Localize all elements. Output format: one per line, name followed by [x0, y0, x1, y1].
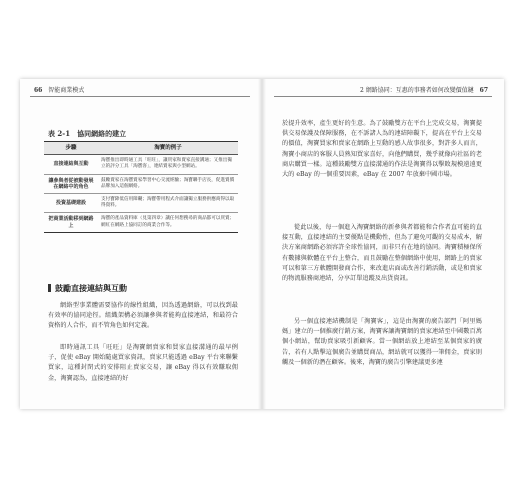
table-cell-example: 支付寶降低信用障礙；淘寶帶用程式介面讓獨立服務供應商得以取得資料。: [98, 194, 238, 213]
running-head-title: 2 網路協同：互惠的事務者如何改變價值鏈: [359, 87, 474, 94]
right-page: [264, 79, 504, 409]
body-paragraph: 另一個直接連結機制是「淘寶客」，這是由淘寶的廣告部門「阿里媽媽」建立的一個推廣行銷方案，淘寶客讓淘寶網的賣家連結至中國數百萬個小網站，幫助賣家吸引新顧客。當一個網站放上連結至某個賣家的廣告，若有人點擊這個廣告並購買商品，網站就可以獲得一筆佣金，賣家則觸及一個新的潛在顧客。後來，淘寶的廣告引擎建議更多連: [282, 318, 482, 366]
table-cell-step: 讓參與者從被動發展在網絡中的角色: [44, 174, 98, 193]
network-table: [44, 141, 238, 233]
table-cell-step: 直接連結與互動: [44, 155, 98, 174]
section-heading-text: 鼓勵直接連結與互動: [55, 283, 127, 293]
page-number: 66: [34, 87, 43, 94]
running-head-title: 智能商業模式: [48, 87, 85, 94]
table-cell-example: 鼓勵賣家在淘寶賣家學習中心交流經驗；淘寶聯手店長，促進賣價品牌加入這個網絡。: [98, 174, 238, 193]
book-spread: [20, 79, 504, 409]
table-row: [44, 155, 238, 174]
left-page: [20, 79, 260, 409]
body-paragraph: 於提升效率，產生更好的生意。為了鼓勵雙方在平台上完成交易，淘寶提供交易保護及保障服務，在不訴諸人為的連結障礙下，提高在平台上交易的價值，淘寶買家和賣家在網路上互動的感人故事很多，對許多人而言，淘寶小商店的客服人員熟知買家喜好，向他們購買，幾乎就像向社區的老商店購買一樣。這種鼓勵雙方直接溝通的作法是淘寶得以擊敗規模遠遠更大的 eBay 的一個重要因素，eBay 在 2007 年放棄中國市場。: [282, 120, 482, 179]
body-paragraph: 從此以後，每一個進入淘寶網絡的新參與者都能和合作者直可能的直接互動，直接連結的主要優點是機動性，但為了避免可觀的交易成本，解決方案商網路必須容許全球性協同，而非只有在地的協同。淘寶積極保所有數據與軟體在平台上整合，而且鼓勵在整個網絡中使用，網路上的賣家可以和第三方軟體開發商合作，來改進店面或改善行銷活動，或是和賣家的物流服務商連結，分享訂單追蹤及出貨資訊。: [282, 224, 482, 283]
section-heading: [48, 283, 127, 294]
table-cell-step: 投資基礎建設: [44, 194, 98, 213]
table-header-example: 淘寶的例子: [98, 142, 238, 155]
table-row: [44, 194, 238, 213]
table-cell-example: 淘寶推出即時通工具「旺旺」，讓買家和賣家直接溝通；又推出獨立的評分工具「淘寶客」，連結賣家與小型網站。: [98, 155, 238, 174]
table-row: [44, 174, 238, 193]
table-caption: 表 2-1 協同網絡的建立: [48, 129, 127, 138]
table-header-step: 步驟: [44, 142, 98, 155]
section-marker: [48, 284, 51, 292]
table-row: [44, 213, 238, 232]
running-header: [30, 85, 250, 97]
table-cell-example: 淘寶的產品資料庫（見第四章）讓任何想搜尋的商品都可以買賣；網紅在網路上協同訂的商業合作等。: [98, 213, 238, 232]
page-number: 67: [479, 87, 488, 94]
body-paragraph: 網絡型事業體需要協作的線性組織，因為透過網絡，可以找到最有效率的協同途徑。組織架構必須讓參與者能夠直接連結，和最符合資格的人合作，而不管角色如何定義。: [48, 302, 238, 330]
running-header: [274, 85, 492, 97]
table-cell-step: 把商業活動移到網路上: [44, 213, 98, 232]
table-header-row: [44, 142, 238, 155]
body-paragraph: 即時通訊工具「旺旺」是淘寶網賣家和買家直接溝通的最早例子，促使 eBay 開始隨處買家資訊，賣家只能透過 eBay 平台來聯繫買家，這種封閉式的安排阻止賣家交易，讓 eBay 得以有效賺取佣金，淘寶認為，直接連結的好: [48, 344, 238, 382]
